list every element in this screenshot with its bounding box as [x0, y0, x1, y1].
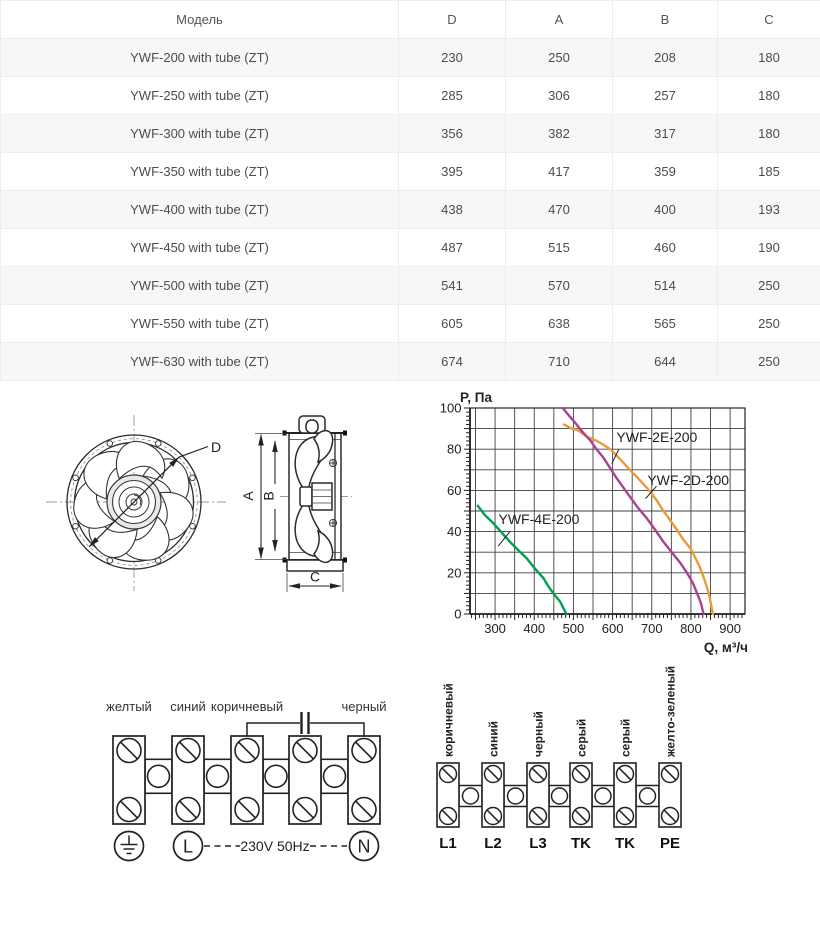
chart-x-axis-title: Q, м³/ч	[703, 640, 748, 655]
dimension-line-c	[287, 569, 343, 593]
y-tick-label: 40	[447, 524, 462, 540]
y-tick-label: 0	[454, 606, 462, 622]
table-cell: 250	[718, 267, 820, 305]
table-cell: YWF-200 with tube (ZT)	[1, 39, 399, 77]
wire-label-grey-1: серый	[574, 718, 589, 757]
y-tick-label: 20	[447, 565, 462, 581]
table-cell: 638	[506, 305, 613, 343]
table-cell: 306	[506, 77, 613, 115]
table-cell: 400	[613, 191, 718, 229]
table-cell: YWF-300 with tube (ZT)	[1, 115, 399, 153]
bolt-hole	[107, 558, 113, 564]
terminal-block	[527, 763, 549, 827]
table-cell: 644	[613, 343, 718, 381]
dimension-a-label: A	[240, 491, 256, 501]
ground-icon	[115, 832, 144, 861]
table-cell: YWF-500 with tube (ZT)	[1, 267, 399, 305]
table-row	[1, 191, 820, 229]
dimension-b-label: B	[260, 491, 277, 501]
terminal-block	[570, 763, 592, 827]
terminal-block	[113, 736, 145, 824]
terminal-block	[172, 736, 204, 824]
chart-y-axis-title: P, Па	[460, 390, 492, 405]
line-label: L	[182, 836, 194, 857]
y-tick-label: 60	[447, 482, 462, 498]
table-cell: 230	[399, 39, 506, 77]
table-cell: 565	[613, 305, 718, 343]
table-row	[1, 343, 820, 381]
x-tick-label: 800	[680, 621, 702, 636]
terminal-block	[289, 736, 321, 824]
x-tick-label: 600	[601, 621, 624, 636]
table-header-row	[1, 1, 820, 39]
col-header-c: C	[718, 1, 820, 39]
terminal-label-l3: L3	[529, 835, 547, 852]
dimensions-table	[0, 0, 820, 381]
table-cell: 515	[506, 229, 613, 267]
wire-label-blue: синий	[170, 699, 206, 714]
curve-label: YWF-4E-200	[498, 511, 580, 528]
col-header-b: B	[613, 1, 718, 39]
table-cell: 541	[399, 267, 506, 305]
table-cell: 417	[506, 153, 613, 191]
terminal-block	[231, 736, 263, 824]
wire-label-black: черный	[531, 711, 546, 757]
wire-label-brown: коричневый	[210, 699, 284, 714]
table-cell: 193	[718, 191, 820, 229]
table-cell: 359	[613, 153, 718, 191]
table-cell: 460	[613, 229, 718, 267]
x-tick-label: 300	[484, 621, 506, 636]
table-cell: 674	[399, 343, 506, 381]
bolt-hole	[155, 441, 161, 447]
table-cell: 185	[718, 153, 820, 191]
wire-label-brown: коричневый	[441, 683, 456, 757]
bolt-hole	[190, 475, 196, 481]
neutral-label: N	[357, 836, 371, 857]
terminal-block	[482, 763, 504, 827]
table-cell: 317	[613, 115, 718, 153]
x-tick-label: 700	[640, 621, 663, 636]
wire-label-yellow: желтый	[106, 699, 152, 714]
table-row	[1, 305, 820, 343]
table-cell: 470	[506, 191, 613, 229]
table-cell: 285	[399, 77, 506, 115]
table-cell: 514	[613, 267, 718, 305]
terminal-label-l2: L2	[484, 835, 502, 852]
table-cell: 180	[718, 115, 820, 153]
table-cell: 356	[399, 115, 506, 153]
terminal-label-l1: L1	[439, 835, 457, 852]
table-cell: 180	[718, 77, 820, 115]
table-row	[1, 39, 820, 77]
table-row	[1, 115, 820, 153]
table-cell: 208	[613, 39, 718, 77]
bolt-hole	[73, 475, 79, 481]
terminal-block	[437, 763, 459, 827]
wire-label-black: черный	[341, 699, 387, 714]
table-cell: YWF-550 with tube (ZT)	[1, 305, 399, 343]
wire-label-grey-2: серый	[618, 718, 633, 757]
table-cell: 180	[718, 39, 820, 77]
curve-label: YWF-2D-200	[647, 472, 730, 489]
table-cell: 190	[718, 229, 820, 267]
fan-side-drawing	[240, 395, 375, 610]
wiring-diagram-single-phase	[90, 695, 400, 870]
x-tick-label: 400	[523, 621, 546, 636]
terminal-label-pe: PE	[659, 835, 681, 852]
voltage-label: 230V 50Hz	[240, 838, 310, 854]
terminal-box	[299, 416, 325, 433]
y-tick-label: 100	[439, 400, 462, 416]
terminal-block	[348, 736, 380, 824]
dimension-line-b	[261, 441, 279, 551]
table-row	[1, 267, 820, 305]
wire-label-blue: синий	[486, 720, 501, 757]
col-header-d: D	[399, 1, 506, 39]
capacitor-icon	[247, 712, 364, 736]
curve-label: YWF-2E-200	[616, 428, 698, 445]
table-row	[1, 77, 820, 115]
table-row	[1, 229, 820, 267]
table-cell: 250	[718, 343, 820, 381]
table-cell: 257	[613, 77, 718, 115]
table-cell: 570	[506, 267, 613, 305]
dimension-d-label: D	[211, 439, 222, 455]
table-cell: YWF-630 with tube (ZT)	[1, 343, 399, 381]
terminal-label-tk1: TK	[571, 835, 591, 852]
fan-front-drawing	[28, 395, 243, 610]
dimension-c-label: C	[309, 568, 321, 585]
line-terminal-circle	[174, 832, 203, 861]
table-cell: YWF-250 with tube (ZT)	[1, 77, 399, 115]
col-header-a: A	[506, 1, 613, 39]
bolt-hole	[107, 441, 113, 447]
wiring-diagram-three-phase	[420, 665, 710, 865]
table-cell: 382	[506, 115, 613, 153]
terminal-block	[614, 763, 636, 827]
performance-chart	[430, 388, 820, 668]
impeller-side	[295, 431, 332, 563]
x-tick-label: 900	[719, 621, 741, 636]
table-cell: 710	[506, 343, 613, 381]
col-header-model: Модель	[1, 1, 399, 39]
table-cell: 438	[399, 191, 506, 229]
table-cell: 250	[506, 39, 613, 77]
terminal-label-tk2: TK	[615, 835, 635, 852]
x-tick-label: 500	[562, 621, 585, 636]
table-cell: YWF-450 with tube (ZT)	[1, 229, 399, 267]
table-row	[1, 153, 820, 191]
neutral-terminal-circle	[350, 832, 379, 861]
table-cell: 395	[399, 153, 506, 191]
table-cell: YWF-350 with tube (ZT)	[1, 153, 399, 191]
table-cell: 487	[399, 229, 506, 267]
terminal-block	[659, 763, 681, 827]
wire-label-yellow-green: желто-зеленый	[663, 665, 678, 757]
table-cell: 250	[718, 305, 820, 343]
table-cell: YWF-400 with tube (ZT)	[1, 191, 399, 229]
table-cell: 605	[399, 305, 506, 343]
bolt-hole	[73, 523, 79, 529]
y-tick-label: 80	[447, 441, 462, 457]
